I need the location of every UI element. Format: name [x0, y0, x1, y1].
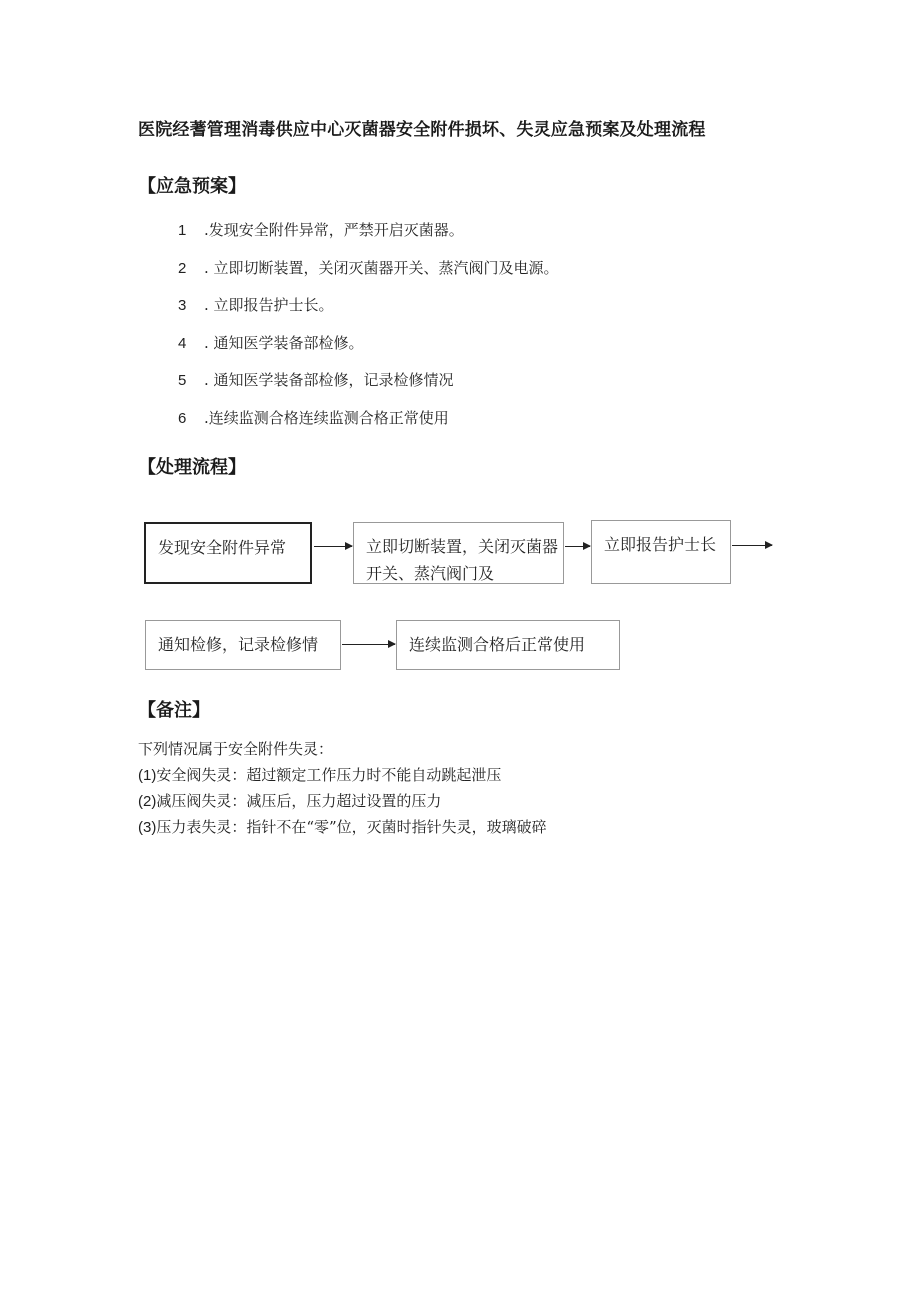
step-number: 6: [178, 410, 187, 427]
flow-arrow-3: [732, 545, 772, 546]
flow-box-cut-off-device: 立即切断装置，关闭灭菌器开关、蒸汽阀门及: [353, 522, 564, 584]
plan-step-5: [178, 369, 454, 390]
document-title: 医院经蓍管理消毒供应中心灭菌器安全附件损坏、失灵应急预案及处理流程: [138, 120, 706, 140]
plan-step-6: [178, 407, 449, 428]
note-label: (1): [138, 767, 157, 784]
note-label: (2): [138, 793, 157, 810]
plan-step-1: [178, 219, 464, 240]
flow-box-detect-abnormal: 发现安全附件异常: [144, 522, 312, 584]
process-flow-heading: 【处理流程】: [138, 457, 246, 478]
step-number: 2: [178, 260, 187, 277]
step-text: .发现安全附件异常，严禁开启灭菌器。: [204, 221, 464, 239]
step-number: 4: [178, 335, 187, 352]
emergency-plan-heading: 【应急预案】: [138, 176, 246, 197]
step-text: .连续监测合格连续监测合格正常使用: [204, 409, 449, 427]
step-number: 5: [178, 372, 187, 389]
flow-box-monitor-resume: 连续监测合格后正常使用: [396, 620, 620, 670]
note-item-3: [138, 816, 547, 837]
plan-step-2: [178, 257, 559, 278]
notes-intro: 下列情况属于安全附件失灵：: [138, 740, 334, 758]
note-text: 减压阀失灵：减压后，压力超过设置的压力: [156, 792, 442, 810]
flow-arrow-2: [565, 546, 590, 547]
plan-step-3: [178, 294, 334, 315]
flow-box-report-head-nurse: 立即报告护士长: [591, 520, 731, 584]
note-text: 压力表失灵：指针不在“零”位，灭菌时指针失灵，玻璃破碎: [156, 818, 547, 836]
flow-box-notify-repair: 通知检修，记录检修情: [145, 620, 341, 670]
step-text: . 通知医学装备部检修。: [204, 334, 364, 352]
step-text: . 通知医学装备部检修，记录检修情况: [204, 371, 454, 389]
notes-heading: 【备注】: [138, 700, 210, 721]
flow-arrow-1: [314, 546, 352, 547]
note-item-2: [138, 790, 441, 811]
note-item-1: [138, 764, 501, 785]
flow-arrow-4: [342, 644, 395, 645]
step-number: 1: [178, 222, 187, 239]
step-number: 3: [178, 297, 187, 314]
step-text: . 立即报告护士长。: [204, 296, 334, 314]
note-text: 安全阀失灵：超过额定工作压力时不能自动跳起泄压: [156, 766, 502, 784]
note-label: (3): [138, 819, 157, 836]
step-text: . 立即切断装置，关闭灭菌器开关、蒸汽阀门及电源。: [204, 259, 559, 277]
plan-step-4: [178, 332, 364, 353]
